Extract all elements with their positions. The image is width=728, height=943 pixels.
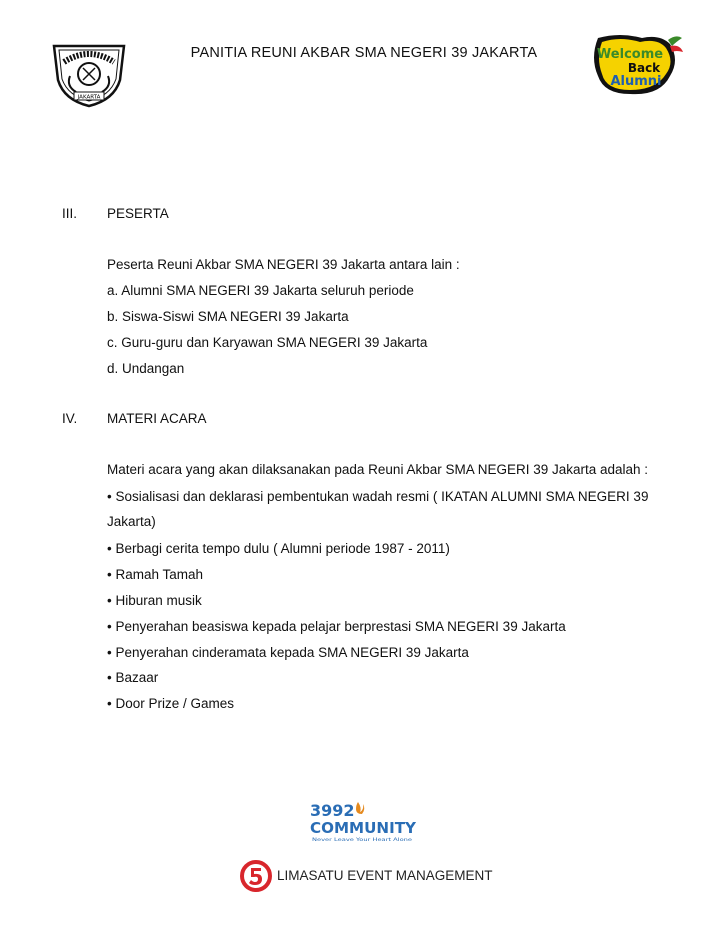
alumni-logo-line3: Alumni [610,74,662,89]
list-item: a. Alumni SMA NEGERI 39 Jakarta seluruh periode [107,283,414,298]
list-item: • Berbagi cerita tempo dulu ( Alumni periode 1987 - 2011) [107,541,450,556]
section-intro: Materi acara yang akan dilaksanakan pada Reuni Akbar SMA NEGERI 39 Jakarta adalah : [107,462,649,477]
limasatu-logo [240,860,500,890]
limasatu-text: LIMASATU EVENT MANAGEMENT [277,868,493,883]
alumni-logo-line1: Welcome [596,47,664,62]
list-item: • Penyerahan beasiswa kepada pelajar berprestasi SMA NEGERI 39 Jakarta [107,619,566,634]
list-item: • Sosialisasi dan deklarasi pembentukan wadah resmi ( IKATAN ALUMNI SMA NEGERI 39 [107,489,649,504]
list-item: • Ramah Tamah [107,567,204,582]
section-title: PESERTA [107,206,169,221]
section-intro: Peserta Reuni Akbar SMA NEGERI 39 Jakarta antara lain : [107,257,460,272]
list-item: Jakarta) [107,514,156,529]
community-logo-line1: 3992 [310,801,355,820]
community-logo-line2: COMMUNITY [310,819,418,837]
page-title: PANITIA REUNI AKBAR SMA NEGERI 39 JAKARTA [190,45,538,61]
school-logo-bottom-text: JAKARTA [77,94,101,101]
list-item: c. Guru-guru dan Karyawan SMA NEGERI 39 Jakarta [107,335,428,350]
community-logo-tagline: Never Leave Your Heart Alone [312,838,380,843]
list-item: • Door Prize / Games [107,696,235,711]
list-item: • Penyerahan cinderamata kepada SMA NEGERI 39 Jakarta [107,645,469,660]
3992-community-icon [308,800,420,844]
list-item: d. Undangan [107,361,185,376]
section-number: III. [62,206,78,221]
limasatu-5-icon [240,860,272,892]
list-item: • Hiburan musik [107,593,202,608]
list-item: b. Siswa-Siswi SMA NEGERI 39 Jakarta [107,309,349,324]
section-number: IV. [62,411,78,426]
list-item: • Bazaar [107,670,159,685]
section-title: MATERI ACARA [107,411,207,426]
alumni-logo-line2: Back [627,61,661,75]
welcome-back-alumni-icon [590,30,685,100]
